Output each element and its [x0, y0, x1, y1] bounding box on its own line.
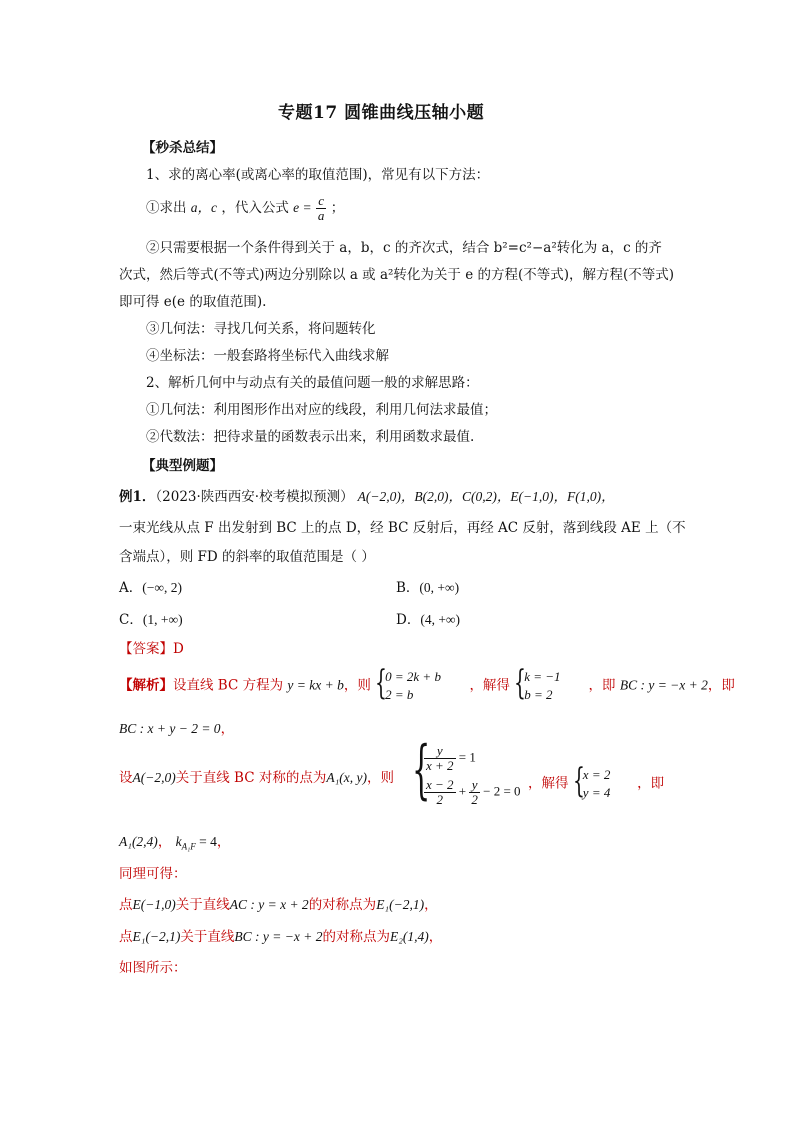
point-e: E(−1,0) [132, 897, 176, 912]
text: 的对称点为 [322, 929, 390, 945]
option-d-label: D． [396, 612, 421, 628]
system-1-row-1: 0 = 2k + b [385, 669, 441, 684]
option-c [119, 608, 183, 628]
option-b-value: (0, +∞) [419, 580, 460, 595]
solution-3-b: 关于直线 BC 对称的点为 [175, 770, 327, 786]
point-a1-value: A₁(2,4) [119, 834, 158, 849]
fraction-numerator: y [424, 744, 456, 759]
solution-3-a: 设 [119, 770, 133, 786]
separator: ， [157, 834, 172, 850]
option-a [119, 576, 182, 596]
solution-line-2-end: ， [220, 721, 235, 737]
solution-text-c: ，解得 [469, 677, 510, 694]
solution-3-e: ，即 [637, 775, 665, 792]
example-1-line-2: 一束光线从点 F 出发射到 BC 上的点 D，经 BC 反射后，再经 AC 反射，落到线段 AE 上（不 [119, 520, 686, 536]
solution-eq-1: y = kx + b [287, 677, 344, 693]
point-a1: A₁(x, y) [326, 770, 367, 785]
option-c-label: C． [119, 612, 143, 628]
system-1 [375, 663, 465, 704]
slope-subscript: A₁F [181, 841, 196, 852]
solution-3-c: ，则 [367, 770, 394, 786]
summary-point-2: 2、解析几何中与动点有关的最值问题一般的求解思路： [146, 375, 479, 391]
example-label: 例1． [119, 489, 156, 505]
solution-line-5: 同理可得： [119, 866, 187, 882]
page-title: 专题17 圆锥曲线压轴小题 [278, 103, 485, 123]
method-1-fraction [316, 194, 327, 223]
method-2-line-1: ②只需要根据一个条件得到关于 a，b，c 的齐次式，结合 b²=c²−a²转化为 a，c 的齐 [146, 240, 662, 256]
solution-line-8: 如图所示： [119, 960, 187, 976]
system-3 [412, 733, 522, 810]
answer: 【答案】D [119, 641, 184, 657]
solution-text-e: ，即 [707, 677, 735, 694]
solution-line-6 [119, 893, 438, 913]
fraction-denominator: 2 [436, 792, 444, 807]
solution-eq-3: BC : x + y − 2 = 0 [119, 721, 221, 736]
text: 点 [119, 929, 133, 945]
point-e1: E₁(−2,1) [376, 897, 425, 912]
system-4-row-1: x = 2 [582, 767, 611, 782]
fraction-numerator: x − 2 [426, 777, 454, 792]
slope-k: k [175, 834, 182, 849]
point-a: A(−2,0) [132, 770, 176, 785]
brace-icon: { [412, 733, 431, 807]
system-3-row-2: $\frac{x - 2}{2}$ + $\frac{y}{2}$ − 2 = 0 [426, 777, 521, 807]
separator: ， [216, 834, 231, 850]
approach-2: ②代数法：把待求量的函数表示出来，利用函数求最值. [146, 429, 475, 445]
solution-text-b: ，则 [343, 677, 371, 694]
solution-eq-2: BC : y = −x + 2 [619, 677, 708, 693]
fraction-denominator: a [317, 208, 325, 223]
system-3-fraction-3 [469, 778, 480, 807]
method-2-line-2: 次式，然后等式(不等式)两边分别除以 a 或 a²转化为关于 e 的方程(不等式)，解方程(不等式) [119, 267, 675, 283]
fraction-numerator: c [316, 194, 327, 209]
solution-line-3-tail [528, 761, 665, 802]
example-points: A(−2,0)，B(2,0)，C(0,2)，E(−1,0)，F(1,0)， [357, 489, 615, 504]
method-2-line-3: 即可得 e(e 的取值范围). [119, 294, 267, 310]
system-2-row-2: b = 2 [524, 687, 553, 702]
option-d-value: (4, +∞) [420, 612, 461, 627]
solution-line-7 [119, 925, 442, 945]
solution-line-3 [119, 766, 394, 786]
method-1-vars: a，c [190, 200, 218, 215]
method-4: ④坐标法：一般套路将坐标代入曲线求解 [146, 348, 389, 364]
method-1 [146, 194, 344, 223]
option-a-value: (−∞, 2) [142, 580, 182, 595]
text: 点 [119, 897, 133, 913]
system-2-row-1: k = −1 [524, 669, 561, 684]
method-1-prefix: ①求出 [146, 200, 187, 216]
fraction-numerator: y [469, 778, 480, 793]
system-4 [572, 761, 633, 802]
text: 关于直线 [175, 897, 230, 913]
solution-line-4 [119, 830, 230, 852]
system-3-row-1 [424, 744, 476, 773]
line-ac: AC : y = x + 2 [229, 897, 309, 912]
system-4-row-2: y = 4 [582, 785, 611, 800]
example-source: （2023·陕西西安·校考模拟预测） [155, 489, 354, 505]
line-bc: BC : y = −x + 2 [234, 929, 323, 944]
system-3-row-2-rhs: − 2 = 0 [483, 783, 521, 799]
option-b [396, 576, 459, 596]
system-2 [514, 663, 584, 704]
separator: ， [424, 897, 438, 913]
approach-1: ①几何法：利用图形作出对应的线段，利用几何法求最值； [146, 402, 497, 418]
examples-heading: 【典型例题】 [142, 458, 223, 474]
example-1-line-3: 含端点），则 FD 的斜率的取值范围是（ ） [119, 549, 375, 565]
summary-heading: 【秒杀总结】 [142, 140, 223, 156]
solution-3-d: ，解得 [528, 775, 569, 792]
system-3-fraction-2 [424, 778, 456, 807]
example-1-line-1 [119, 485, 615, 505]
solution-text-d: ，即 [588, 677, 616, 694]
system-3-fraction-1 [424, 744, 456, 773]
point-e2: E₂(1,4) [389, 929, 429, 944]
solution-line-2 [119, 717, 234, 737]
brace-icon: { [375, 663, 388, 703]
option-a-label: A． [119, 580, 143, 596]
text: 的对称点为 [308, 897, 377, 913]
summary-point-1: 1、求的离心率(或离心率的取值范围)，常见有以下方法： [146, 167, 490, 183]
solution-text-a: 设直线 BC 方程为 [173, 677, 284, 694]
solution-label: 【解析】 [119, 677, 173, 694]
option-c-value: (1, +∞) [142, 612, 183, 627]
method-1-mid: ，代入公式 [221, 200, 289, 216]
system-3-row-1-rhs: = 1 [458, 749, 476, 765]
option-d [396, 608, 460, 628]
slope-value: = 4 [195, 834, 217, 849]
fraction-denominator: 2 [471, 792, 478, 807]
point-e1-src: E₁(−2,1) [132, 929, 181, 944]
solution-line-1 [119, 663, 735, 704]
method-1-end: ； [330, 200, 345, 216]
brace-icon: { [572, 761, 585, 801]
fraction-denominator: x + 2 [426, 758, 454, 773]
method-1-formula-lhs: e = [293, 200, 312, 215]
option-b-label: B． [396, 580, 420, 596]
brace-icon: { [514, 663, 527, 703]
system-1-row-2: 2 = b [385, 687, 414, 702]
method-3: ③几何法：寻找几何关系，将问题转化 [146, 321, 376, 337]
text: 关于直线 [180, 929, 235, 945]
separator: ， [428, 929, 443, 945]
